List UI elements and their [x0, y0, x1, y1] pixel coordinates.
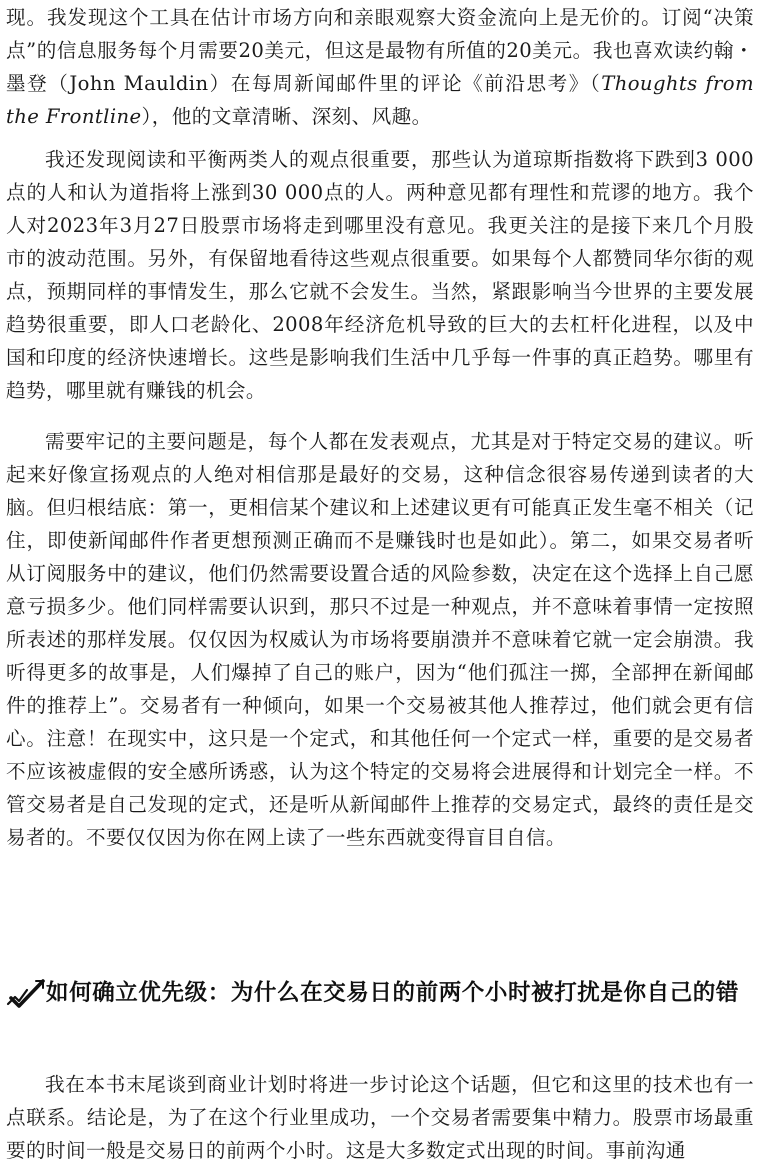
paragraph-1-end: ），他的文章清晰、深刻、风趣。	[141, 105, 432, 128]
section-heading	[6, 975, 754, 1012]
paragraph-continuation	[6, 1, 754, 133]
paragraph-2: 我还发现阅读和平衡两类人的观点很重要，那些认为道琼斯指数将下跌到3 000点的人和认为道指将上涨到30 000点的人。两种意见都有理性和荒谬的地方。我个人对2023年3月27日股票市场将走到哪里没有意见。我更关注的是接下来几个月股市的波动范围。另外，有保留地看待这些观点很重要。如果每个人都赞同华尔街的观点，预期同样的事情发生，那么它就不会发生。当然，紧跟影响当今世界的主要发展趋势很重要，即人口老龄化、2008年经济危机导致的巨大的去杠杆化进程，以及中国和印度的经济快速增长。这些是影响我们生活中几乎每一件事的真正趋势。哪里有趋势，哪里就有赚钱的机会。	[6, 148, 754, 402]
paragraph-3: 需要牢记的主要问题是，每个人都在发表观点，尤其是对于特定交易的建议。听起来好像宣扬观点的人绝对相信那是最好的交易，这种信念很容易传递到读者的大脑。但归根结底：第一，更相信某个建议和上述建议更有可能真正发生毫不相关（记住，即使新闻邮件作者更想预测正确而不是赚钱时也是如此）。第二，如果交易者听从订阅服务中的建议，他们仍然需要设置合适的风险参数，决定在这个选择上自己愿意亏损多少。他们同样需要认识到，那只不过是一种观点，并不意味着事情一定按照所表述的那样发展。仅仅因为权威认为市场将要崩溃并不意味着它就一定会崩溃。我听得更多的故事是，人们爆掉了自己的账户，因为“他们孤注一掷，全部押在新闻邮件的推荐上”。交易者有一种倾向，如果一个交易被其他人推荐过，他们就会更有信心。注意！在现实中，这只是一个定式，和其他任何一个定式一样，重要的是交易者不应该被虚假的安全感所诱惑，认为这个特定的交易将会进展得和计划完全一样。不管交易者是自己发现的定式，还是听从新闻邮件上推荐的交易定式，最终的责任是交易者的。不要仅仅因为你在网上读了一些东西就变得盲目自信。	[6, 430, 754, 849]
chart-check-icon	[6, 977, 46, 1009]
paragraph-1-italic-title: Thoughts from the Frontline	[6, 72, 754, 128]
paragraph-1-text: 现。我发现这个工具在估计市场方向和亲眼观察大资金流向上是无价的。订阅“决策点”的信息服务每个月需要20美元，但这是最物有所值的20美元。我也喜欢读约翰・墨登（John Mauldin）在每周新闻邮件里的评论《前沿思考》（	[6, 6, 754, 95]
paragraph-4: 我在本书末尾谈到商业计划时将进一步讨论这个话题，但它和这里的技术也有一点联系。结论是，为了在这个行业里成功，一个交易者需要集中精力。股票市场最重要的时间一般是交易日的前两个小时。这是大多数定式出现的时间。事前沟通	[6, 1073, 754, 1162]
section-title: 如何确立优先级：为什么在交易日的前两个小时被打扰是你自己的错	[46, 980, 740, 1006]
